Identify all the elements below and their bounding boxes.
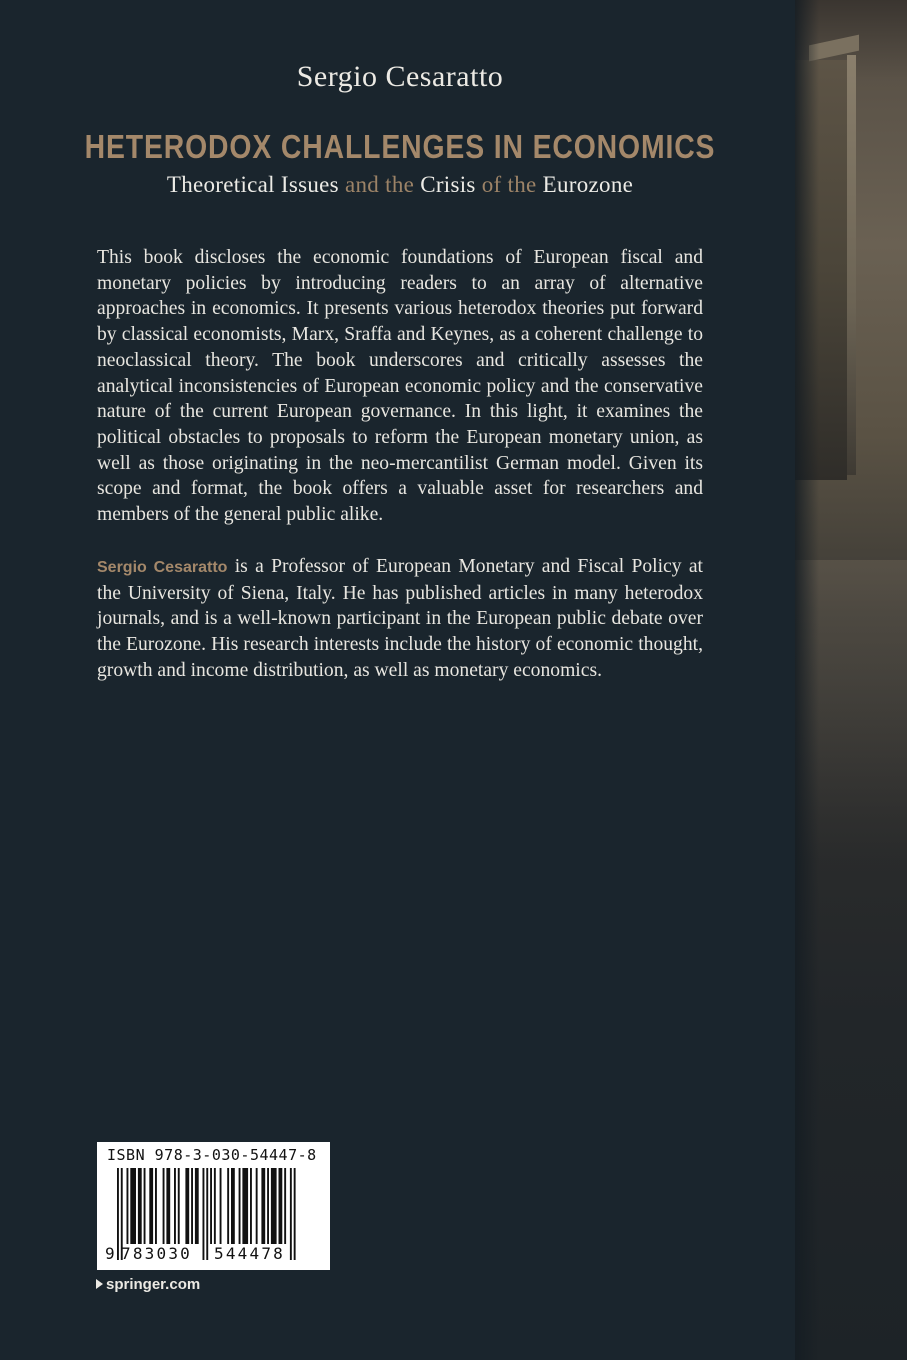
barcode-bar (117, 1168, 119, 1260)
barcode-bar (178, 1168, 180, 1244)
barcode-bar (242, 1168, 248, 1244)
barcode-bar (185, 1168, 189, 1244)
barcode-bar (267, 1168, 269, 1244)
barcode-bar (279, 1168, 283, 1244)
author-bio (97, 554, 703, 684)
subtitle-part: Crisis (420, 172, 476, 197)
barcode-bar (174, 1168, 176, 1244)
subtitle-part: Eurozone (542, 172, 634, 197)
subtitle-part: of the (475, 172, 543, 197)
barcode-bar (206, 1168, 208, 1260)
isbn-label: ISBN 978-3-030-54447-8 (107, 1146, 317, 1164)
bio-text: is a Professor of European Monetary and Fiscal Policy at the University of Siena, Italy. He has published articles in many heterodox journals, and is a well-known participant in the European public debate over the Eurozone. His research interests include the history of economic thought, growth and income distribution, as well as monetary economics. (97, 556, 703, 681)
photo-shade (795, 0, 819, 1360)
barcode-bar (138, 1168, 142, 1244)
barcode-bar (294, 1168, 296, 1260)
barcode-bar (155, 1168, 157, 1244)
barcode-bar (261, 1168, 265, 1244)
cover-photo-strip (795, 0, 907, 1360)
book-title: HETERODOX CHALLENGES IN ECONOMICS (84, 128, 716, 165)
ean-right-group: 544478 (214, 1244, 285, 1263)
barcode-bar (149, 1168, 153, 1244)
barcode-bar (220, 1168, 222, 1244)
barcode-bar (127, 1168, 129, 1244)
book-description: This book discloses the economic foundations of European fiscal and monetary policies by introducing readers to an array of alternative approaches in economics. It presents various heterodox theories put forward by classical economists, Marx, Sraffa and Keynes, as a coherent challenge to neoclassical theory. The book underscores and critically assesses the analytical inconsistencies of European economic policy and the conservative nature of the current European governance. In this light, it examines the political obstacles to proposals to reform the European monetary union, as well as those originating in the neo-mercantilist German model. Given its scope and format, the book offers a valuable asset for researchers and members of the general public alike. (97, 247, 703, 526)
subtitle-part: and the (338, 172, 421, 197)
ean-first-digit: 9 (105, 1244, 115, 1263)
barcode-bar (214, 1168, 216, 1244)
ean-left-group: 783030 (121, 1244, 192, 1263)
author-name: Sergio Cesaratto (296, 60, 504, 93)
barcode-bar (284, 1168, 286, 1244)
barcode-bar (231, 1168, 235, 1244)
publisher-link[interactable] (96, 1276, 200, 1293)
barcode-bar (166, 1168, 170, 1244)
arrow-right-icon (96, 1279, 103, 1289)
barcode-bar (191, 1168, 193, 1244)
barcode-bar (144, 1168, 146, 1244)
isbn-barcode (97, 1142, 330, 1270)
barcode-bar (239, 1168, 241, 1244)
barcode-bar (271, 1168, 277, 1244)
subtitle-part: Theoretical Issues (166, 172, 339, 197)
publisher-url: springer.com (106, 1276, 201, 1293)
barcode-bar (130, 1168, 136, 1244)
barcode-bar (163, 1168, 165, 1244)
photo-door-frame (847, 55, 856, 475)
barcode-bar (290, 1168, 292, 1260)
barcode-bar (256, 1168, 258, 1244)
barcode-bar (227, 1168, 229, 1244)
barcode-bar (210, 1168, 212, 1244)
barcode-bar (250, 1168, 252, 1244)
bio-author-name: Sergio Cesaratto (97, 559, 228, 576)
book-subtitle (0, 172, 800, 198)
barcode-bar (195, 1168, 199, 1244)
barcode-bar (203, 1168, 205, 1260)
